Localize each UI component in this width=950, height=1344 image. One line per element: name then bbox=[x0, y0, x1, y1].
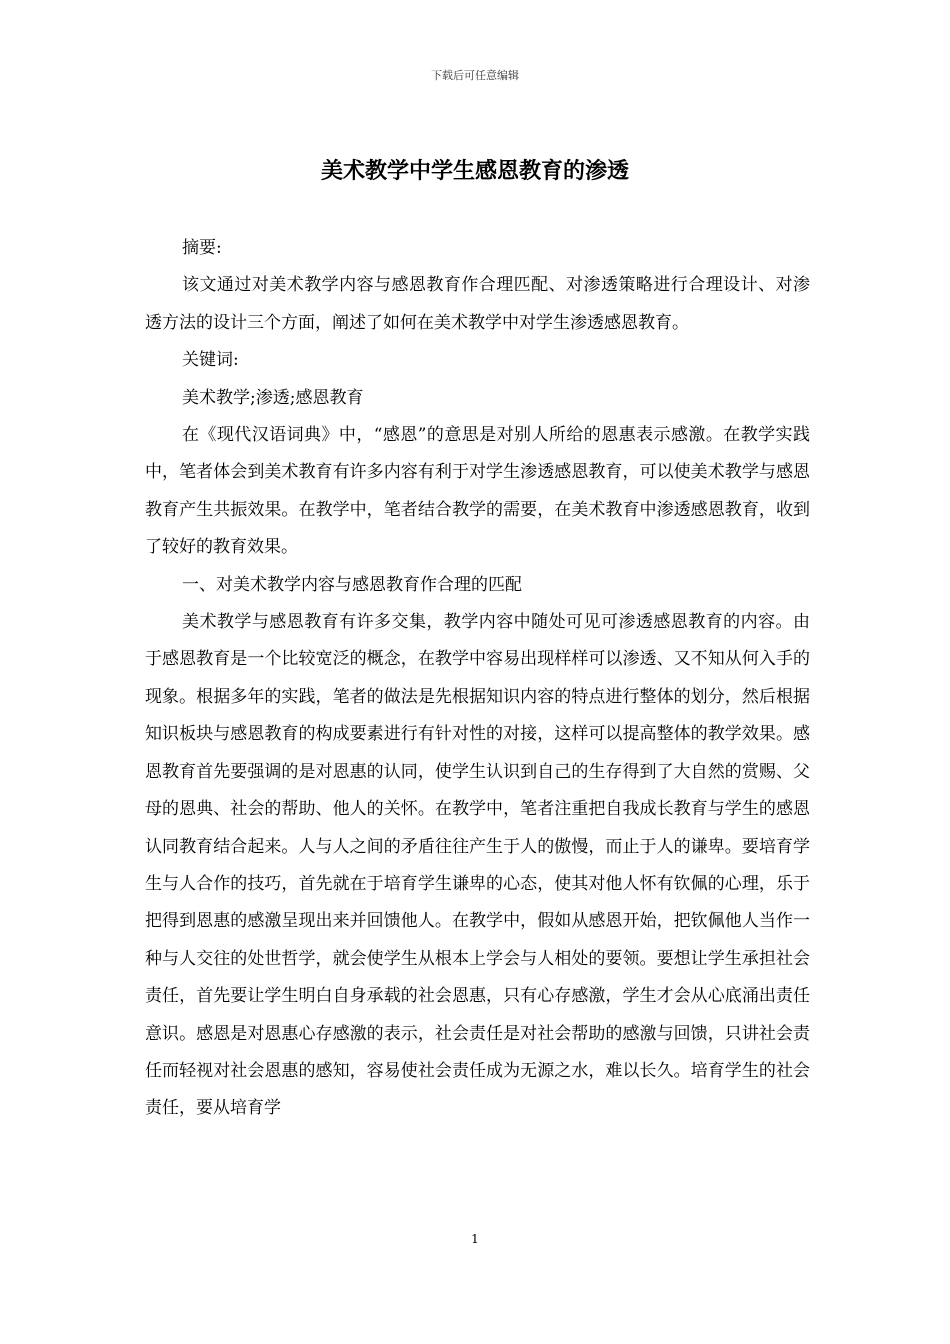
document-title: 美术教学中学生感恩教育的渗透 bbox=[320, 158, 629, 184]
abstract-label: 摘要: bbox=[182, 238, 222, 258]
keywords-text: 美术教学;渗透;感恩教育 bbox=[182, 387, 364, 408]
header-note: 下载后可任意编辑 bbox=[431, 69, 519, 82]
abstract-text: 该文通过对美术教学内容与感恩教育作合理匹配、对渗透策略进行合理设计、对渗透方法的设计三个方面，阐述了如何在美术教学中对学生渗透感恩教育。 bbox=[145, 275, 810, 333]
section-heading: 一、对美术教学内容与感恩教育作合理的匹配 bbox=[182, 574, 522, 595]
document-body bbox=[145, 230, 810, 1128]
section-paragraph: 美术教学与感恩教育有许多交集，教学内容中随处可见可渗透感恩教育的内容。由于感恩教育是一个比较宽泛的概念，在教学中容易出现样样可以渗透、又不知从何入手的现象。根据多年的实践，笔者的做法是先根据知识内容的特点进行整体的划分，然后根据知识板块与感恩教育的构成要素进行有针对性的对接，这样可以提高整体的教学效果。感恩教育首先要强调的是对恩惠的认同，使学生认识到自己的生存得到了大自然的赏赐、父母的恩典、社会的帮助、他人的关怀。在教学中，笔者注重把自我成长教育与学生的感恩认同教育结合起来。人与人之间的矛盾往往产生于人的傲慢，而止于人的谦卑。要培育学生与人合作的技巧，首先就在于培育学生谦卑的心态，使其对他人怀有钦佩的心理，乐于把得到恩惠的感激呈现出来并回馈他人。在教学中，假如从感恩开始，把钦佩他人当作一种与人交往的处世哲学，就会使学生从根本上学会与人相处的要领。要想让学生承担社会责任，首先要让学生明白自身承载的社会恩惠，只有心存感激，学生才会从心底涌出责任意识。感恩是对恩惠心存感激的表示，社会责任是对社会帮助的感激与回馈，只讲社会责任而轻视对社会恩惠的感知，容易使社会责任成为无源之水，难以长久。培育学生的社会责任，要从培育学 bbox=[145, 612, 810, 1119]
intro-paragraph: 在《现代汉语词典》中，“感恩”的意思是对别人所给的恩惠表示感激。在教学实践中，笔者体会到美术教育有许多内容有利于对学生渗透感恩教育，可以使美术教学与感恩教育产生共振效果。在教学中，笔者结合教学的需要，在美术教育中渗透感恩教育，收到了较好的教育效果。 bbox=[145, 425, 810, 558]
page-number: 1 bbox=[471, 1232, 479, 1246]
keywords-label: 关键词: bbox=[182, 350, 239, 371]
